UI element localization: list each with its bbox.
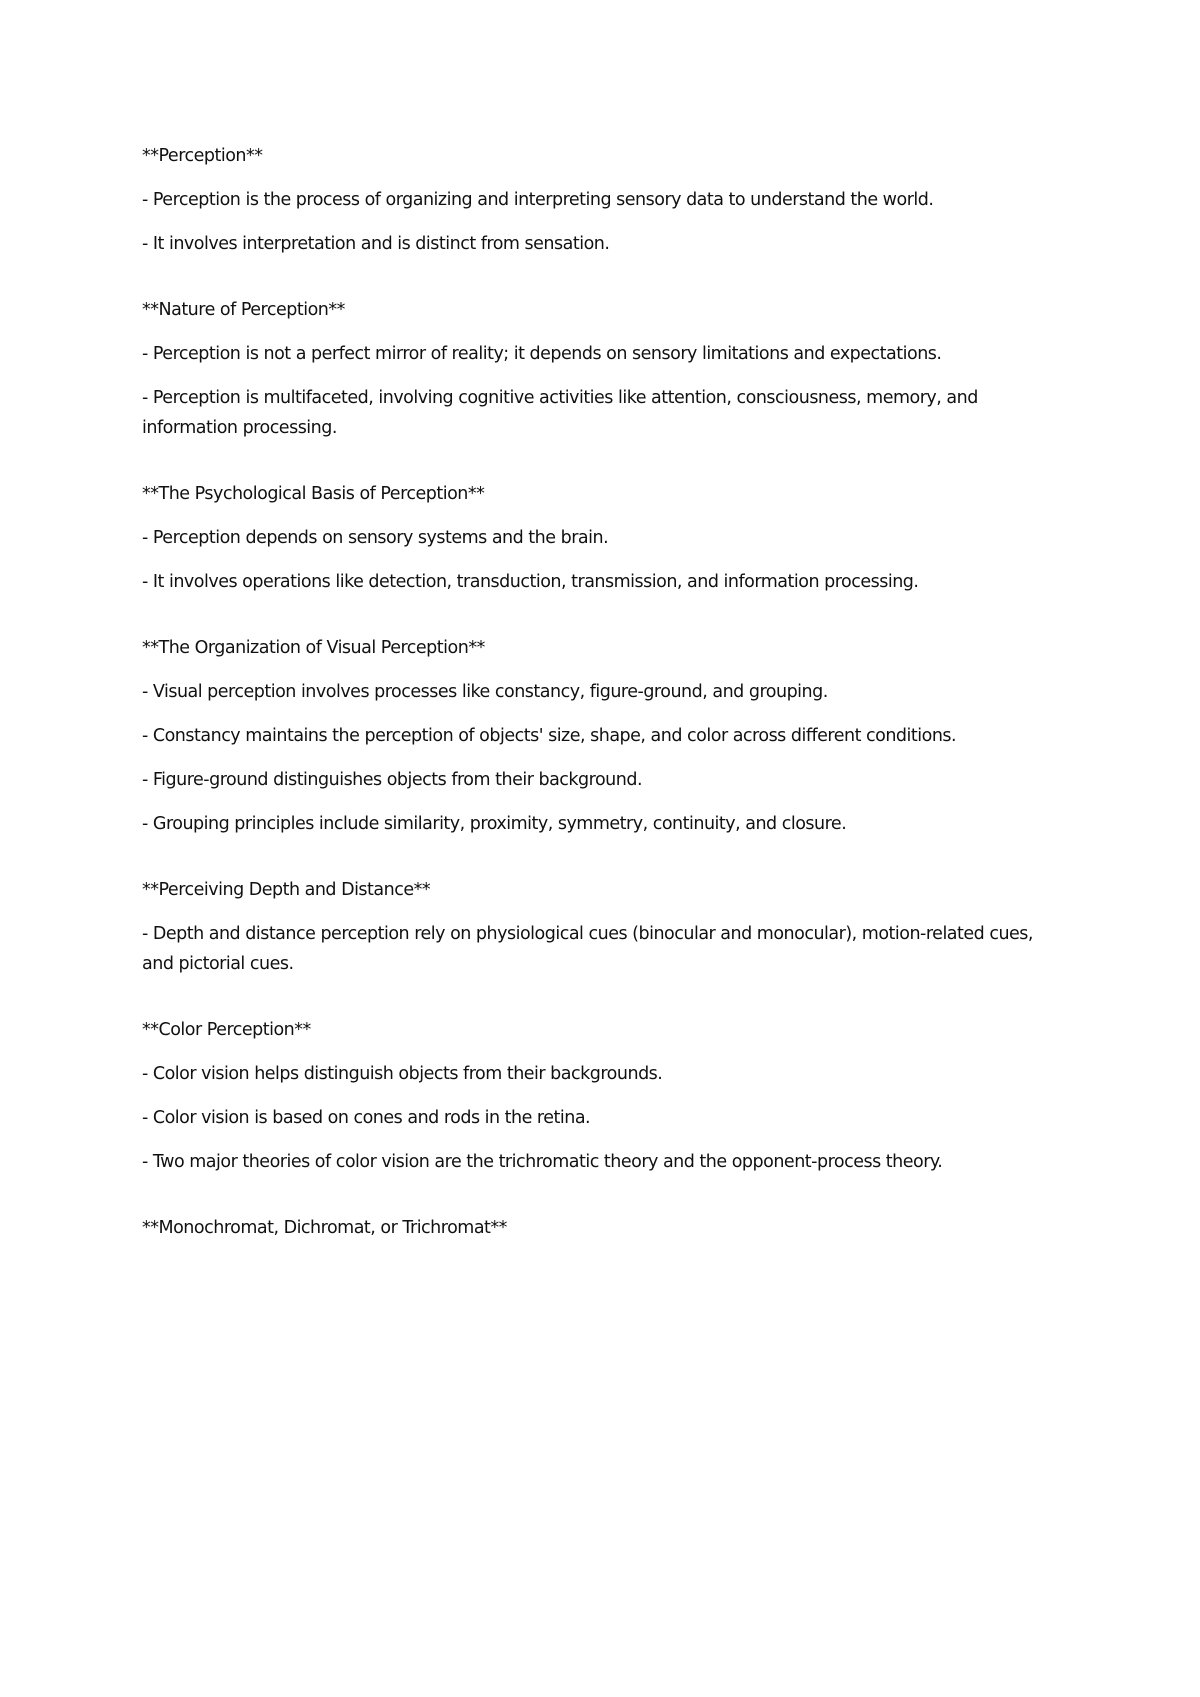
section-heading: **Perception** <box>142 146 263 166</box>
section-nature-of-perception <box>142 295 1062 443</box>
section-heading: **The Organization of Visual Perception** <box>142 638 485 658</box>
document-content <box>142 141 1062 1257</box>
bullet-item: - Constancy maintains the perception of objects' size, shape, and color across different conditions. <box>142 726 957 746</box>
bullet-list <box>142 185 1062 259</box>
section-heading: **Monochromat, Dichromat, or Trichromat** <box>142 1218 507 1238</box>
bullet-list <box>142 339 1062 443</box>
bullet-item: - Figure-ground distinguishes objects from their background. <box>142 770 643 790</box>
section-color-perception <box>142 1015 1062 1177</box>
bullet-item: - Visual perception involves processes like constancy, figure-ground, and grouping. <box>142 682 828 702</box>
bullet-item: - Color vision helps distinguish objects from their backgrounds. <box>142 1064 663 1084</box>
section-psychological-basis <box>142 479 1062 597</box>
bullet-item: - It involves interpretation and is distinct from sensation. <box>142 234 610 254</box>
section-perception <box>142 141 1062 259</box>
bullet-item: - Depth and distance perception rely on physiological cues (binocular and monocular), motion-related cues, and pictorial cues. <box>142 924 1033 974</box>
bullet-item: - It involves operations like detection, transduction, transmission, and information processing. <box>142 572 919 592</box>
bullet-item: - Perception is not a perfect mirror of reality; it depends on sensory limitations and expectations. <box>142 344 942 364</box>
section-heading: **The Psychological Basis of Perception** <box>142 484 485 504</box>
bullet-item: - Perception is the process of organizing and interpreting sensory data to understand the world. <box>142 190 934 210</box>
bullet-list <box>142 919 1062 979</box>
bullet-item: - Two major theories of color vision are the trichromatic theory and the opponent-process theory. <box>142 1152 943 1172</box>
section-heading: **Perceiving Depth and Distance** <box>142 880 431 900</box>
bullet-list <box>142 523 1062 597</box>
section-monochromat <box>142 1213 1062 1243</box>
bullet-item: - Perception is multifaceted, involving cognitive activities like attention, consciousness, memory, and information processing. <box>142 388 978 438</box>
section-visual-organization <box>142 633 1062 839</box>
section-depth-and-distance <box>142 875 1062 979</box>
bullet-item: - Grouping principles include similarity, proximity, symmetry, continuity, and closure. <box>142 814 847 834</box>
bullet-item: - Perception depends on sensory systems and the brain. <box>142 528 609 548</box>
bullet-list <box>142 677 1062 839</box>
bullet-list <box>142 1059 1062 1177</box>
section-heading: **Nature of Perception** <box>142 300 345 320</box>
section-heading: **Color Perception** <box>142 1020 311 1040</box>
bullet-item: - Color vision is based on cones and rods in the retina. <box>142 1108 591 1128</box>
